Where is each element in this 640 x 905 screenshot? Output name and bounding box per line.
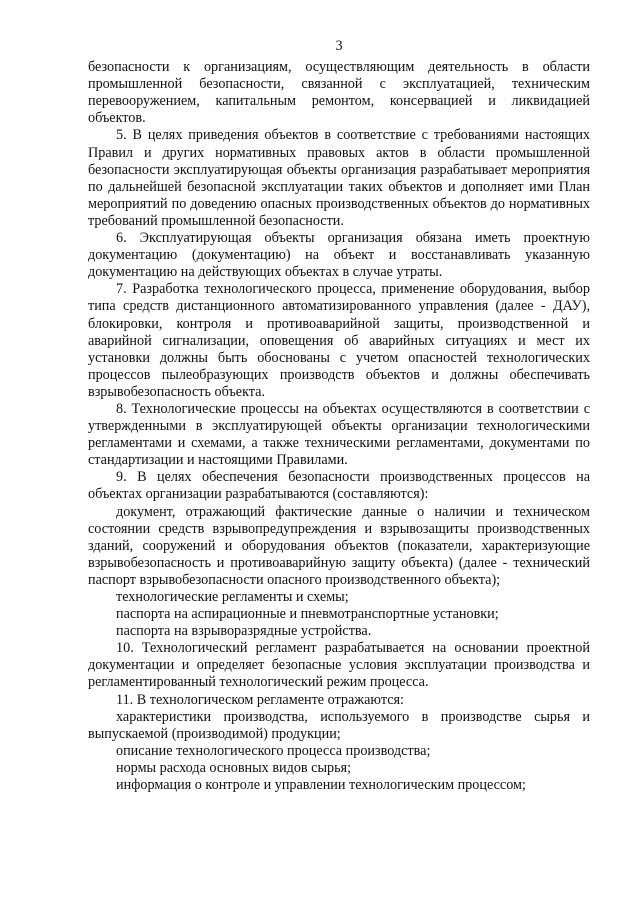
document-page bbox=[88, 38, 590, 794]
list-item-aspiration-passports: паспорта на аспирационные и пневмотранспортные установки; bbox=[116, 606, 499, 623]
paragraph-8: 8. Технологические процессы на объектах осуществляются в соответствии с утвержденными в эксплуатирующей объекты организации технологическими регламентами и схемами, а также техническими регламентами, документами по стандартизации и настоящими Правилами. bbox=[88, 400, 590, 469]
paragraph-5: 5. В целях приведения объектов в соответствие с требованиями настоящих Правил и других нормативных правовых актов в области промышленной безопасности эксплуатирующая объекты организация разрабатывает мероприятия по дальнейшей безопасной эксплуатации таких объектов и дополняет ими План мероприятий по доведению опасных производственных объектов до нормативных требований промышленной безопасности. bbox=[88, 127, 590, 229]
paragraph-9: 9. В целях обеспечения безопасности производственных процессов на объектах организации разрабатываются (составляются): bbox=[88, 469, 590, 503]
list-item-raw-material-norms: нормы расхода основных видов сырья; bbox=[116, 759, 352, 776]
paragraph-10: 10. Технологический регламент разрабатывается на основании проектной документации и определяет безопасные условия эксплуатации производства и регламентированный технологический режим процесса. bbox=[88, 640, 590, 691]
paragraph-7: 7. Разработка технологического процесса, применение оборудования, выбор типа средств дистанционного автоматизированного управления (далее - ДАУ), блокировки, контроля и противоаварийной защиты, производственной и аварийной сигнализации, оповещения об аварийных ситуациях и мест их установки должны быть обоснованы с учетом опасностей технологических процессов пылеобразующих производств объектов и должны обеспечивать взрывобезопасность объекта. bbox=[88, 281, 590, 400]
page-number: 3 bbox=[335, 38, 343, 54]
paragraph-continuation: безопасности к организациям, осуществляющим деятельность в области промышленной безопасности, связанной с эксплуатацией, техническим перевооружением, капитальным ремонтом, консервацией и ликвидацией объектов. bbox=[88, 59, 590, 127]
list-item-explosion-relief-passports: паспорта на взрыворазрядные устройства. bbox=[116, 623, 372, 640]
list-item-process-description: описание технологического процесса производства; bbox=[116, 742, 431, 759]
list-item-regulations: технологические регламенты и схемы; bbox=[116, 589, 349, 605]
paragraph-11: 11. В технологическом регламенте отражаются: bbox=[116, 691, 404, 708]
list-item-technical-passport: документ, отражающий фактические данные о наличии и техническом состоянии средств взрывопредупреждения и взрывозащиты производственных зданий, сооружений и оборудования объектов (показатели, характеризующие взрывобезопасность и противоаварийную защиту объекта) (далее - технический паспорт взрывобезопасности опасного производственного объекта); bbox=[88, 503, 590, 588]
paragraph-6: 6. Эксплуатирующая объекты организация обязана иметь проектную документацию (документацию) на объект и восстанавливать указанную документацию на действующих объектах в случае утраты. bbox=[88, 230, 590, 281]
list-item-process-control-info: информация о контроле и управлении технологическим процессом; bbox=[116, 777, 526, 794]
list-item-production-characteristics: характеристики производства, используемого в производстве сырья и выпускаемой (производимой) продукции; bbox=[88, 708, 590, 742]
